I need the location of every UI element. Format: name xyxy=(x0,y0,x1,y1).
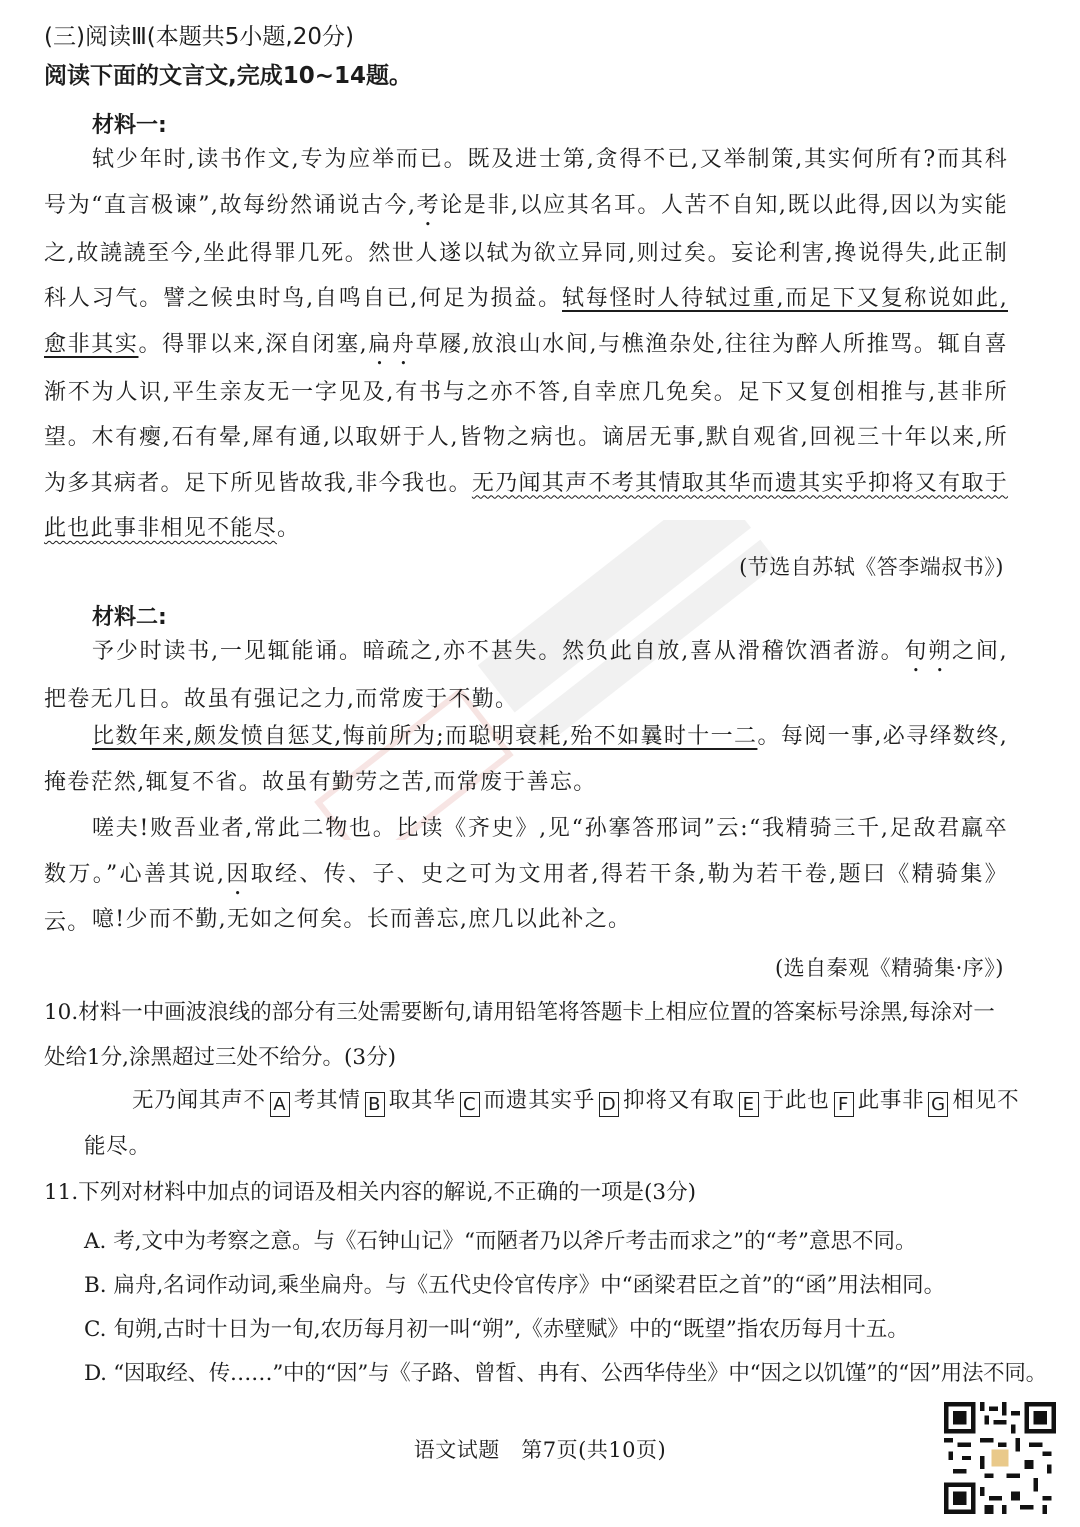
dotted-word-bianzhou: 扁舟 xyxy=(367,331,416,357)
answer-box-f[interactable]: F xyxy=(834,1092,854,1117)
material1-text-c: 。得罪以来,深自闭塞, xyxy=(138,331,368,357)
dotted-word-kao: 考 xyxy=(416,192,441,218)
section-title: (三)阅读Ⅲ(本题共5小题,20分) xyxy=(44,24,354,50)
material2-text-b: 之间,把卷无几日。故虽有强记之力,而常废于不勤。 xyxy=(44,639,1008,712)
option-c[interactable]: C. 旬朔,古时十日为一旬,农历每月初一叫“朔”,《赤壁赋》中的“既望”指农历每月十五。 xyxy=(84,1317,909,1342)
reading-instruction: 阅读下面的文言文,完成10~14题。 xyxy=(44,63,413,89)
answer-box-a[interactable]: A xyxy=(270,1092,290,1117)
question-11-text: 下列对材料中加点的词语及相关内容的解说,不正确的一项是(3分) xyxy=(78,1180,696,1205)
material1-text-a: 轼少年时,读书作文,专为应举而已。既及进士第,贪得不已,又举制策,其实何所有?而其科号为“直言极谏”,故每纷然诵说古今, xyxy=(44,147,1008,218)
answer-box-e[interactable]: E xyxy=(739,1092,759,1117)
material2-text-a: 予少时读书,一见辄能诵。暗疏之,亦不甚失。然负此自放,喜从滑稽饮酒者游。 xyxy=(92,639,905,664)
option-d[interactable]: D. “因取经、传……”中的“因”与《子路、曾皙、冉有、公西华侍坐》中“因之以饥馑”的“因”用法不同。 xyxy=(84,1361,1047,1386)
underlined-sentence-2: 比数年来,颇发愤自惩艾,悔前所为;而聪明衰耗,殆不如曩时十一二 xyxy=(92,724,758,749)
question-10-segmentation xyxy=(84,1078,1024,1170)
segment: 无乃闻其声不 xyxy=(132,1088,266,1113)
page-footer: 语文试题 第7页(共10页) xyxy=(413,1438,667,1462)
question-10 xyxy=(44,990,1014,1080)
material2-heading: 材料二: xyxy=(92,605,167,630)
wavy-underlined-passage: 无乃闻其声不考其情取其华而遗其实乎抑将又有取于此也此事非相见不能尽 xyxy=(44,470,1009,541)
material1-text-d: 草屦,放浪山水间,与樵渔杂处,往往为醉人所推骂。辄自喜渐不为人识,平生亲友无一字见及,有书与之亦不答,自幸庶几免矣。足下又复创相推与,甚非所望。木有瘿,石有晕,犀有通,以取妍于人,皆物之病也。谪居无事,默自观省,回视三十年以来,所为多其病者。足下所见皆故我,非今我也。 xyxy=(44,331,1008,496)
question-11-number: 11. xyxy=(44,1180,79,1205)
material1-text-e: 。 xyxy=(277,516,301,541)
segment: 此事非 xyxy=(857,1088,925,1113)
material2-source: (选自秦观《精骑集·序》) xyxy=(774,956,1004,980)
answer-box-c[interactable]: C xyxy=(460,1092,480,1117)
option-a[interactable]: A. 考,文中为考察之意。与《石钟山记》“而陋者乃以斧斤考击而求之”的“考”意思不同。 xyxy=(84,1229,917,1254)
segment: 抑将又有取 xyxy=(623,1088,735,1113)
material1-text-b: 论是非,以应其名耳。人苦不自知,既以此得,因以为实能之,故譊譊至今,坐此得罪几死。然世人遂以轼为欲立异同,则过矣。妄论利害,搀说得失,此正制科人习气。譬之候虫时鸟,自鸣自已,何足为损益。 xyxy=(44,192,1008,311)
material2-paragraph-4: 噫!少而不勤,无如之何矣。长而善忘,庶几以此补之。 xyxy=(92,907,632,932)
segment: 而遗其实乎 xyxy=(483,1088,596,1113)
material2-text-c: 。每阅一事,必寻绎数终,掩卷茫然,辄复不省。故虽有勤劳之苦,而常废于善忘。 xyxy=(44,724,1008,795)
question-11 xyxy=(44,1170,1014,1215)
material2-text-d: 嗟夫!败吾业者,常此二物也。比读《齐史》,见“孙搴答邢词”云:“我精骑三千,足敌君羸卒数万。”心善其说, xyxy=(44,816,1008,887)
material1-passage xyxy=(44,137,1008,552)
segment: 相见不能尽。 xyxy=(84,1088,1020,1159)
option-b[interactable]: B. 扁舟,名词作动词,乘坐扁舟。与《五代史伶官传序》中“函梁君臣之首”的“函”用法相同。 xyxy=(84,1273,946,1298)
question-10-number: 10. xyxy=(44,1000,79,1025)
question-10-text: 材料一中画波浪线的部分有三处需要断句,请用铅笔将答题卡上相应位置的答案标号涂黑,每涂对一处给1分,涂黑超过三处不给分。(3分) xyxy=(44,1000,995,1070)
segment: 于此也 xyxy=(762,1088,830,1113)
segment: 取其华 xyxy=(388,1088,456,1113)
material2-paragraph-1 xyxy=(44,629,1008,723)
dotted-word-xunshuo: 旬朔 xyxy=(904,639,953,664)
answer-box-b[interactable]: B xyxy=(365,1092,385,1117)
qr-code-icon xyxy=(944,1402,1056,1514)
answer-box-d[interactable]: D xyxy=(599,1092,619,1117)
segment: 考其情 xyxy=(293,1088,361,1113)
material1-heading: 材料一: xyxy=(92,113,167,138)
underlined-sentence: 轼每怪时人待轼过重,而足下又复称说如此,愈非其实 xyxy=(44,286,1008,357)
material2-paragraph-2 xyxy=(44,714,1008,805)
material2-text-e: 取经、传、子、史之可为文用者,得若干条,勒为若干卷,题曰《精骑集》云。 xyxy=(44,861,1008,935)
dotted-word-yin: 因 xyxy=(225,861,251,887)
answer-box-g[interactable]: G xyxy=(928,1092,948,1117)
material1-source: (节选自苏轼《答李端叔书》) xyxy=(739,555,1004,579)
